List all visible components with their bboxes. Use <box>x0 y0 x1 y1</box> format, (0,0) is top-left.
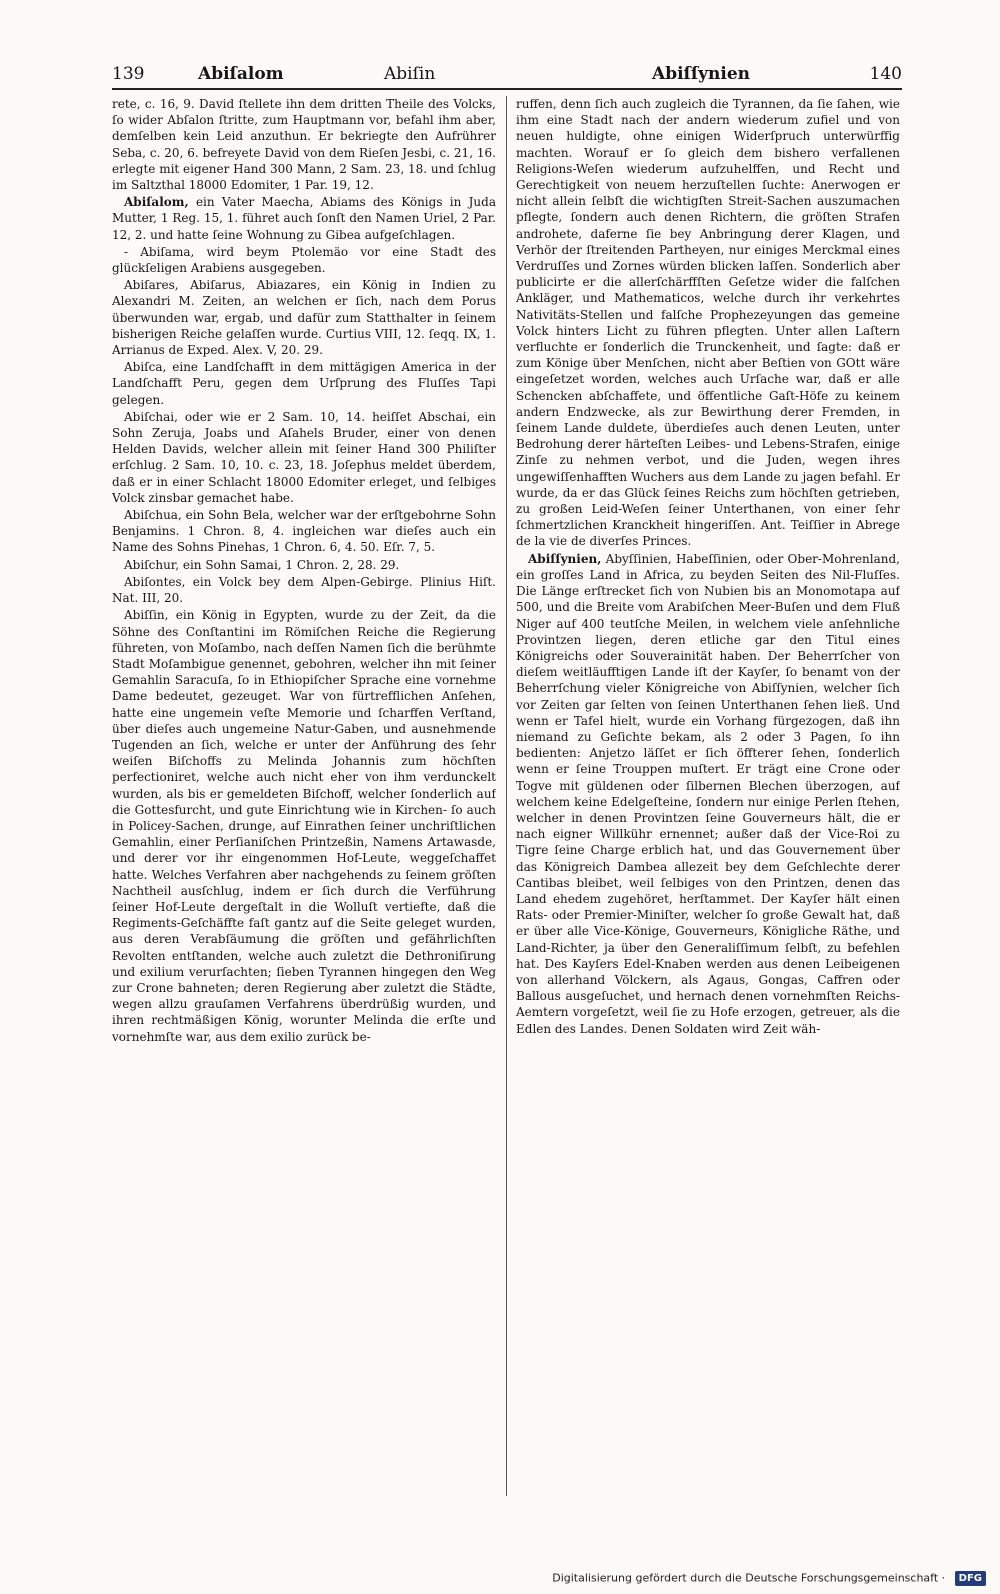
dictionary-entry <box>516 551 900 1037</box>
dictionary-entry <box>112 557 496 573</box>
dictionary-entry <box>112 574 496 606</box>
entry-text: Abyſſinien, Habeſſinien, oder Ober-Mohrenland, ein groſſes Land in Africa, zu beyden Seiten des Nil-Fluſſes. Die Länge erſtrecket ſich von Nubien bis an Monomotapa auf 500, und die Breite vom Arabiſchen Meer-Buſen und dem Fluß Niger auf 400 teutſche Meilen, in welchem viele anſehnliche Provintzen liegen, deren etliche gar den Titul eines Königreichs oder Souverainität haben. Der Beherrſcher von dieſem weitläufftigen Lande iſt der Kayſer, ſo benamt von der Beherrſchung vieler Königreiche von Abiſſynien, welcher ſich vor Zeiten gar ſelten von ſeinen Unterthanen ſehen ließ. Und wenn er Tafel hielt, wurde ein Vorhang fürgezogen, daß ihn niemand zu Geſichte bekam, als 2 oder 3 Pagen, ſo ihn bedienten: Anjetzo läſſet er ſich öffterer ſehen, ſonderlich wenn er ſeine Trouppen muſtert. Er trägt eine Crone oder Togve mit güldenen oder ſilbernen Blechen überzogen, auf welchem keine Edelgeſteine, ſondern nur einige Perlen ſtehen, welcher in denen Provintzen ſeine Gouverneurs hält, die er nach eigner Willkühr ernennet; außer daß der Vice-Roi zu Tigre ſeine Charge erblich hat, und das Gouvernement über das Königreich Dambea allezeit bey dem Geſchlechte derer Cantibas bleibet, weil ſelbiges von den Printzen, denen das Land ehedem zugehöret, herſtammet. Der Kayſer hält einen Rats- oder Premier-Miniſter, welcher ſo große Gewalt hat, daß er über alle Vice-Könige, Gouverneurs, Königliche Räthe, und Land-Richter, ja über den Generaliſſimum ſelbſt, zu befehlen hat. Des Kayſers Edel-Knaben werden aus denen Leibeigenen von allerhand Völckern, als Agaus, Gongas, Caffren oder Ballous ausgeſuchet, und hernach denen vornehmſten Reichs-Aemtern vorgeſetzt, weil ſie zu Hofe erzogen, getreuer, als die Edlen des Landes. Denen Soldaten wird Zeit wäh- <box>516 551 900 1036</box>
left-column <box>112 96 496 1516</box>
right-page-number: 140 <box>869 64 902 84</box>
entry-text: Abiſſin, ein König in Egypten, wurde zu der Zeit, da die Söhne des Conſtantini im Römiſchen Reiche die Regierung führeten, von Moſambo, nach deſſen Namen ſich die berühmte Stadt Moſambigue genennet, gebohren, welcher ihn mit ſeiner Gemahlin Saracuſa, ſo in Ethiopiſcher Sprache eine vornehme Dame bedeutet, gezeuget. War von fürtrefflichen Anſehen, hatte eine ungemein veſte Memorie und ſcharffen Verſtand, über dieſes auch ungemeine Natur-Gaben, und ausnehmende Tugenden an ſich, welche er unter der Anführung des ſehr weiſen Biſchoffs zu Melinda Johannis zum höchſten perfectioniret, welche auch nicht eher von ihm verdunckelt wurden, als bis er gemeldeten Biſchoff, welcher ſonderlich auf die Gottesfurcht, und gute Einrichtung wie in Kirchen- ſo auch in Policey-Sachen, drunge, auf Einrathen ſeiner unchriſtlichen Gemahlin, einer Perſianiſchen Printzeßin, Namens Artawasde, und derer vor ihr eingenommen Hof-Leute, weggeſchaffet hatte. Welches Verfahren aber nachgehends zu ſeinem gröſten Nachtheil ausſchlug, indem er ſich durch die Verführung ſeiner Hof-Leute dergeſtalt in die Wolluſt vertiefte, daß die Regiments-Geſchäffte faſt gantz auf die Seite geleget wurden, aus deren Verabſäumung die gröſten und gefährlichſten Revolten entſtanden, welche auch zuletzt die Dethroniſirung und exilium verurſachten; ſieben Tyrannen hingegen den Weg zur Crone bahneten; deren Regierung aber zuletzt die Städte, wegen allzu grauſamen Verfahrens überdrüßig wurden, und ihren rechtmäßigen König, worunter Melinda die erſte und vornehmſte war, aus dem exilio zurück be- <box>112 608 496 1044</box>
dictionary-entry <box>112 359 496 408</box>
dictionary-entry <box>112 607 496 1044</box>
left-page-number: 139 <box>112 64 145 84</box>
entry-text: ruffen, denn ſich auch zugleich die Tyrannen, da ſie ſahen, wie ihm eine Stadt nach der andern wiederum zufiel und von neuen huldigte, ohne einigen Widerſpruch unterwürffig machten. Worauf er ſo gleich dem bishero verfallenen Religions-Weſen wiederum aufzuhelffen, und Recht und Gerechtigkeit von neuem herzuſtellen ſuchte: Anerwogen er nicht allein ſelbſt die wichtigſten Streit-Sachen auszumachen pflegte, ſondern auch denen Richtern, die gröſten Strafen androhete, daferne ſie bey Anbringung derer Klagen, und Verhör der ſtreitenden Partheyen, nur einiges Merckmal eines Verdruſſes und Zornes würden blicken laſſen. Sonderlich aber publicirte er die allerſchärffſten Geſetze wider die falſchen Ankläger, und Mathematicos, welche durch ihr verkehrtes Nativitäts-Stellen und falſche Prophezeyungen das gemeine Volck hinters Licht zu führen pflegten. Unter allen Laſtern verfluchte er ſonderlich die Trunckenheit, und ſagte: daß er zum Könige über Menſchen, nicht aber Beſtien von GOtt wäre eingeſetzet worden, welches auch Urſache war, daß er alle Schencken abſchaffete, und öffentliche Gaſt-Höfe zu keinem andern Endzwecke, als zur Bewirthung derer Fremden, in ſeinem Lande duldete, überdieſes auch denen Leuten, unter Bedrohung derer härteſten Leibes- und Lebens-Strafen, einige Zinſe zu nehmen verbot, und die Juden, wegen ihres ungewiſſenhafften Wuchers aus dem Lande zu jagen befahl. Er wurde, da er das Glück ſeines Reichs zum höchſten getrieben, zu großen Leid-Weſen ſeiner Unterthanen, von einer ſehr ſchmertzlichen Kranckheit hingeriſſen. Ant. Teiſſier in Abrege de la vie de diverſes Princes. <box>516 97 900 549</box>
running-header <box>112 58 902 90</box>
entry-text: rete, c. 16, 9. David ſtellete ihn dem dritten Theile des Volcks, ſo wider Abſalon ſtritte, zum Hauptmann vor, befahl ihm aber, demſelben kein Leid anzuthun. Er bekriegte den Aufrührer Seba, c. 20, 6. befreyete David von dem Rieſen Jesbi, c. 21, 16. erlegte mit eigener Hand 300 Mann, 2 Sam. 23, 18. und ſchlug im Saltzthal 18000 Edomiter, 1 Par. 19, 12. <box>112 97 496 193</box>
entry-text: Abiſares, Abiſarus, Abiazares, ein König in Indien zu Alexandri M. Zeiten, an welchen er ſich, nach dem Porus überwunden war, ergab, und dafür zum Statthalter in ſeinem bisherigen Reiche gelaſſen wurde. Curtius VIII, 12. ſeqq. IX, 1. Arrianus de Exped. Alex. V, 20. 29. <box>112 278 496 358</box>
dfg-logo-icon: DFG <box>955 1571 986 1586</box>
entry-lemma: Abiſſynien, <box>528 551 602 566</box>
entry-text: Abiſontes, ein Volck bey dem Alpen-Gebirge. Plinius Hiſt. Nat. III, 20. <box>112 574 496 606</box>
right-catchword: Abiſſynien <box>652 64 751 84</box>
entry-text: Abiſchai, oder wie er 2 Sam. 10, 14. heiſſet Abschai, ein Sohn Zeruja, Joabs und Aſahels Bruder, einer von denen Helden Davids, welcher allein mit ſeiner Hand 300 Philiſter erſchlug. 2 Sam. 10, 10. c. 23, 18. Joſephus meldet überdem, daß er in einer Schlacht 18000 Edomiter erleget, und ſelbiges Volck zinsbar gemachet habe. <box>112 409 496 505</box>
dictionary-entry <box>112 244 496 276</box>
entry-text: Abiſchur, ein Sohn Samai, 1 Chron. 2, 28. 29. <box>124 557 400 572</box>
book-page <box>112 58 902 1518</box>
continued-paragraph <box>516 96 900 550</box>
footer-text: Digitalisierung gefördert durch die Deutsche Forschungsgemeinschaft · <box>552 1571 946 1585</box>
entry-text: ein Vater Maecha, Abiams des Königs in Juda Mutter, 1 Reg. 15, 1. führet auch ſonſt den Namen Uriel, 2 Par. 12, 2. und hatte ſeine Wohnung zu Gibea aufgeſchlagen. <box>112 195 496 242</box>
entry-lemma: Abiſalom, <box>124 195 189 210</box>
left-catchword: Abiſalom <box>198 64 284 84</box>
dictionary-entry <box>112 507 496 556</box>
column-divider <box>506 96 507 1496</box>
right-column <box>516 96 900 1516</box>
center-catchword: Abiſin <box>384 64 436 84</box>
continued-paragraph <box>112 96 496 193</box>
dictionary-entry <box>112 277 496 358</box>
digitization-footer <box>552 1571 986 1586</box>
entry-text: Abiſchua, ein Sohn Bela, welcher war der erſtgebohrne Sohn Benjamins. 1 Chron. 8, 4. ingleichen war dieſes auch ein Name des Sohns Pinehas, 1 Chron. 6, 4. 50. Eſr. 7, 5. <box>112 508 496 555</box>
dictionary-entry <box>112 194 496 243</box>
entry-text: Abiſca, eine Landſchafft in dem mittägigen America in der Landſchafft Peru, gegen dem Urſprung des Fluſſes Tapi gelegen. <box>112 360 496 407</box>
entry-text: - Abiſama, wird beym Ptolemäo vor eine Stadt des glückſeligen Arabiens ausgegeben. <box>112 244 496 276</box>
dictionary-entry <box>112 409 496 506</box>
